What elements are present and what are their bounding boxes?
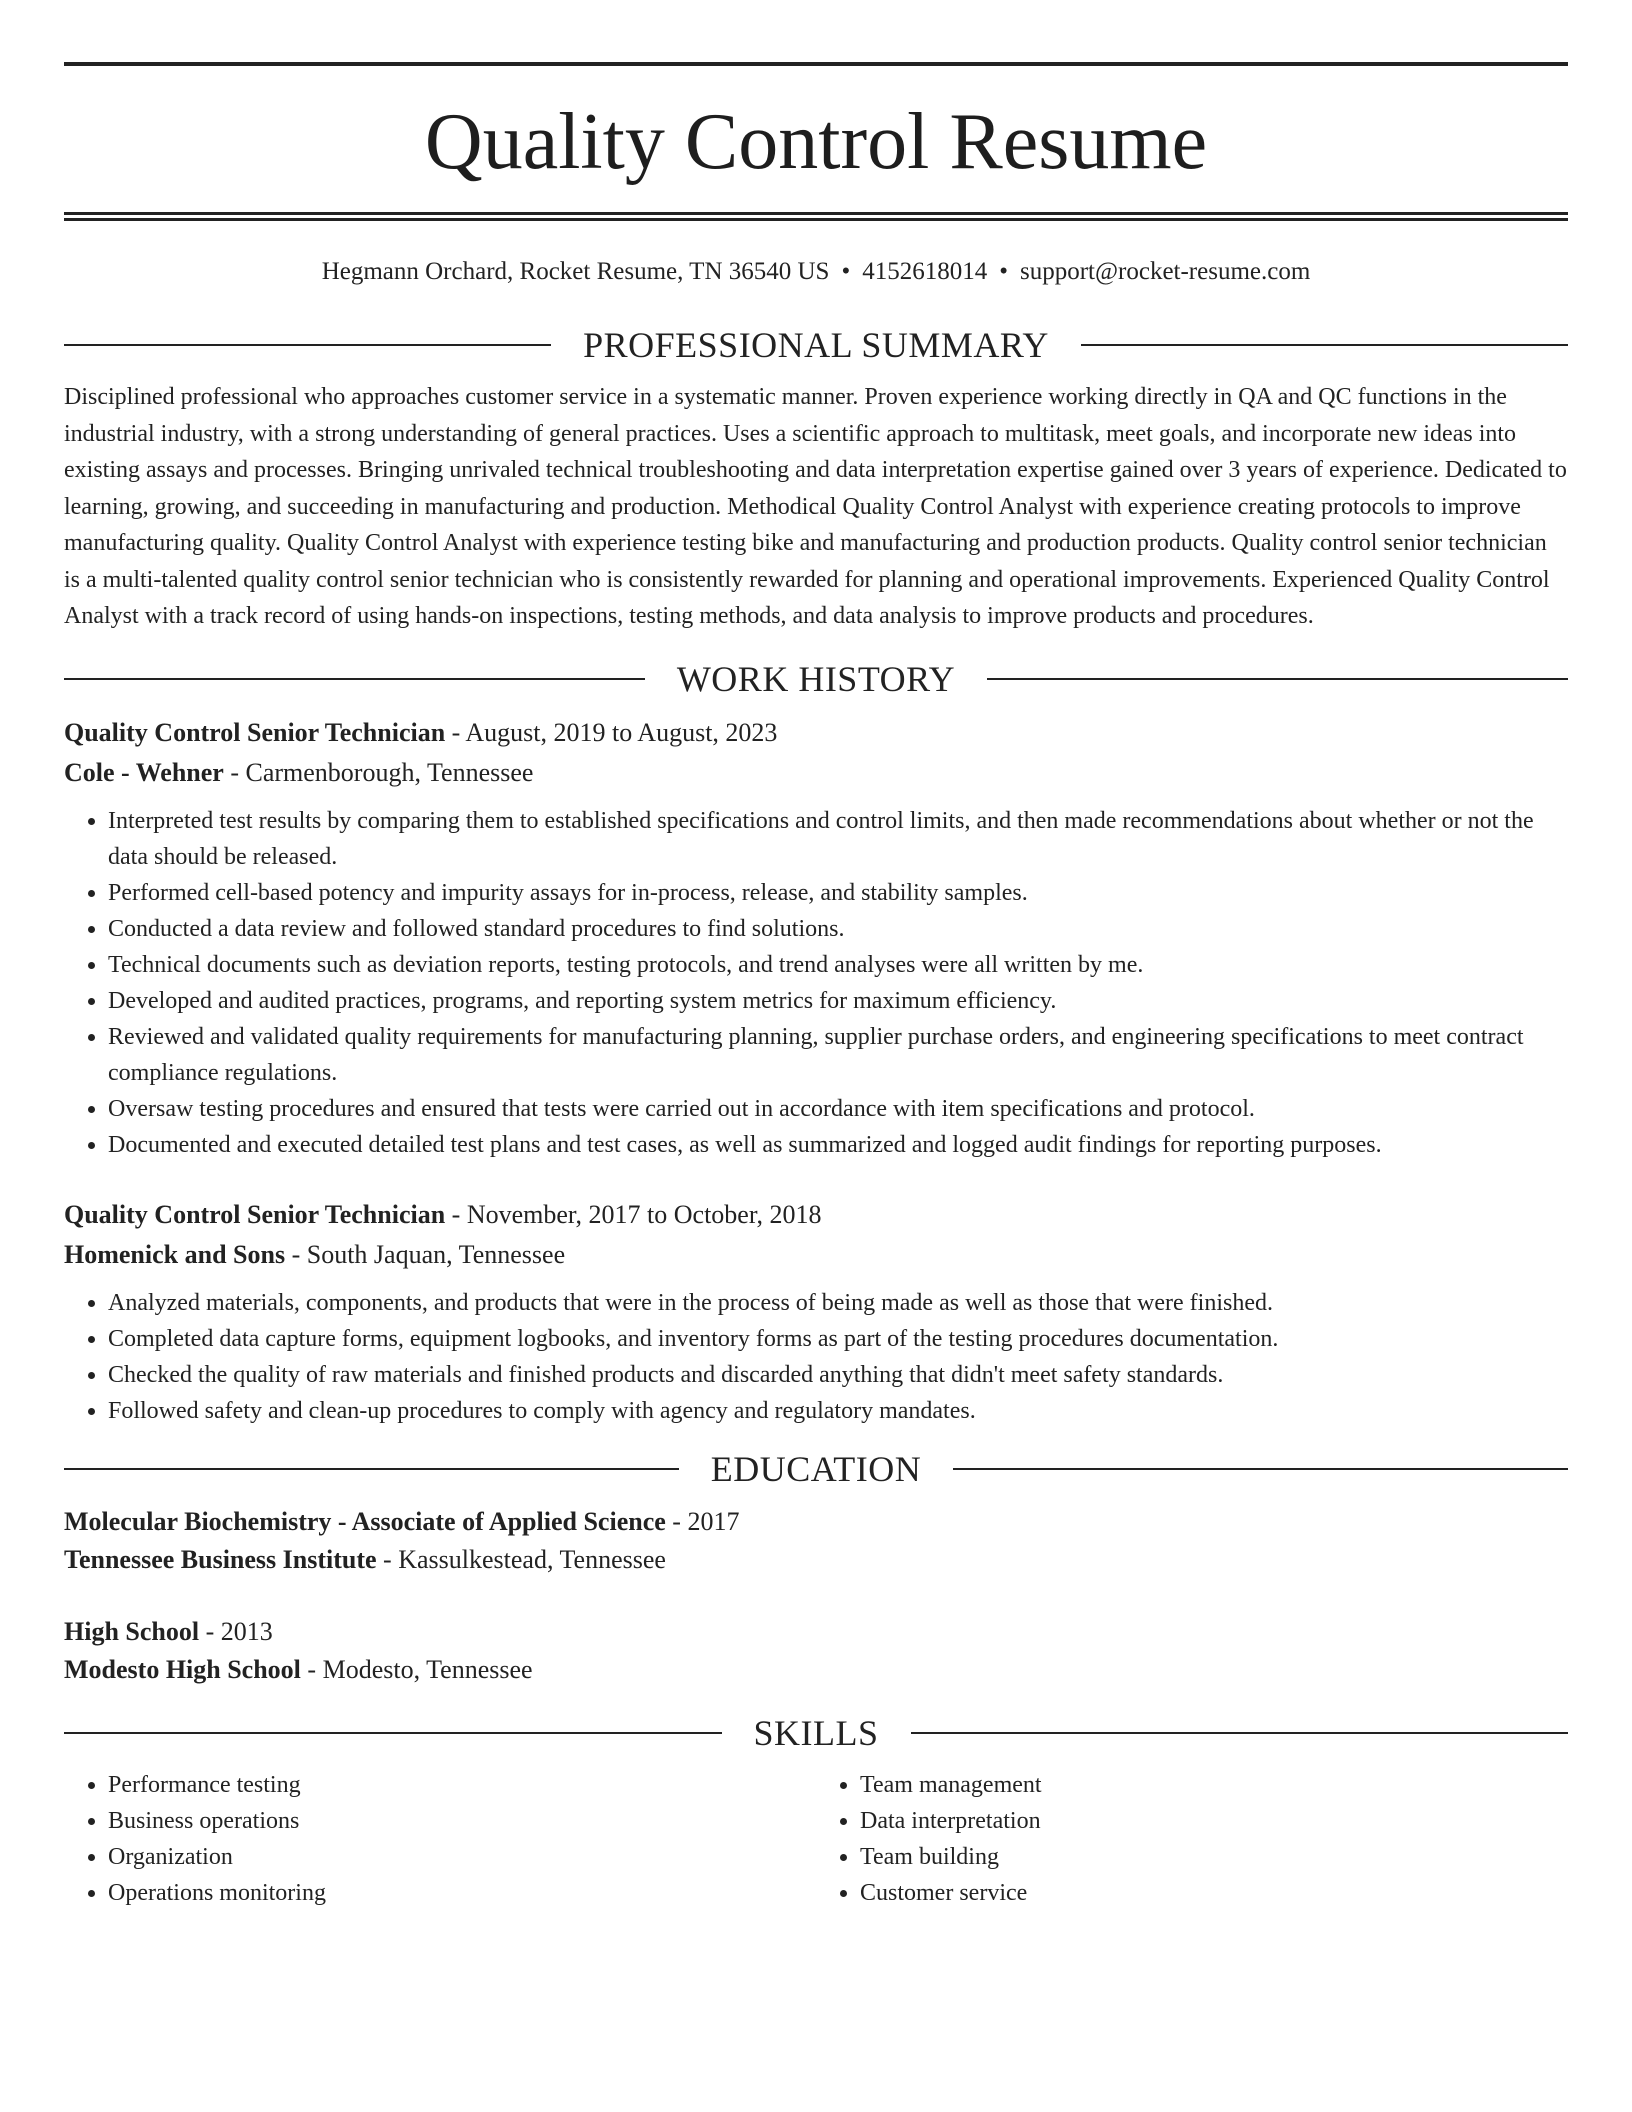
school-line — [64, 1541, 1568, 1579]
heading-rule — [64, 344, 551, 346]
skill-item: • Customer service — [860, 1875, 1568, 1911]
list-item: • Oversaw testing procedures and ensured that tests were carried out in accordance with item specifications and protocol. — [108, 1091, 1568, 1127]
heading-rule — [64, 678, 645, 680]
school-location: - Modesto, Tennessee — [300, 1654, 533, 1684]
heading-rule — [987, 678, 1568, 680]
school-line — [64, 1651, 1568, 1689]
list-item: • Reviewed and validated quality requirements for manufacturing planning, supplier purchase orders, and engineering specifications to meet contract compliance regulations. — [108, 1019, 1568, 1091]
degree-year: - 2017 — [665, 1506, 740, 1536]
job-dates: - November, 2017 to October, 2018 — [445, 1199, 822, 1229]
job-entry — [64, 713, 1568, 1163]
section-heading-education — [64, 1448, 1568, 1489]
page-title: Quality Control Resume — [424, 98, 1208, 186]
list-item: • Technical documents such as deviation reports, testing protocols, and trend analyses were all written by me. — [108, 947, 1568, 983]
job-company: Homenick and Sons — [64, 1239, 286, 1269]
job-bullet-list — [64, 1285, 1568, 1429]
skill-item: • Business operations — [108, 1803, 816, 1839]
section-title: EDUCATION — [710, 1448, 922, 1489]
job-entry — [64, 1195, 1568, 1429]
job-company-line — [64, 753, 1568, 793]
job-title: Quality Control Senior Technician — [64, 717, 446, 747]
degree-line — [64, 1503, 1568, 1541]
section-title: WORK HISTORY — [676, 658, 956, 699]
degree-name: High School — [64, 1616, 200, 1646]
contact-email: support@rocket-resume.com — [1020, 258, 1311, 285]
heading-rule — [953, 1468, 1568, 1470]
heading-rule — [64, 1732, 722, 1734]
skills-columns — [64, 1767, 1568, 1911]
skills-list-right — [816, 1767, 1568, 1911]
skills-list-left — [64, 1767, 816, 1911]
job-title-line — [64, 1195, 1568, 1235]
skill-item: • Data interpretation — [860, 1803, 1568, 1839]
section-title: SKILLS — [753, 1712, 879, 1753]
list-item: • Performed cell-based potency and impurity assays for in-process, release, and stability samples. — [108, 875, 1568, 911]
job-location: - South Jaquan, Tennessee — [285, 1239, 566, 1269]
contact-phone: 4152618014 — [862, 258, 988, 285]
list-item: • Conducted a data review and followed standard procedures to find solutions. — [108, 911, 1568, 947]
section-heading-work — [64, 658, 1568, 699]
title-top-rule — [64, 62, 1568, 66]
section-heading-summary — [64, 327, 1568, 363]
list-item: • Interpreted test results by comparing them to established specifications and control limits, and then made recommendations about whether or not the data should be released. — [108, 803, 1568, 875]
list-item: • Documented and executed detailed test plans and test cases, as well as summarized and logged audit findings for reporting purposes. — [108, 1127, 1568, 1163]
list-item: • Developed and audited practices, programs, and reporting system metrics for maximum efficiency. — [108, 983, 1568, 1019]
contact-separator: • — [841, 258, 851, 285]
degree-year: - 2013 — [199, 1616, 273, 1646]
list-item: • Followed safety and clean-up procedures to comply with agency and regulatory mandates. — [108, 1393, 1568, 1429]
skill-item: • Team management — [860, 1767, 1568, 1803]
contact-line — [64, 257, 1568, 287]
section-heading-skills — [64, 1712, 1568, 1753]
education-entry — [64, 1613, 1568, 1689]
degree-name: Molecular Biochemistry - Associate of Applied Science — [64, 1506, 666, 1536]
job-company: Cole - Wehner — [64, 757, 224, 787]
education-entry — [64, 1503, 1568, 1579]
job-company-line — [64, 1235, 1568, 1275]
job-location: - Carmenborough, Tennessee — [223, 757, 534, 787]
job-bullet-list — [64, 803, 1568, 1163]
section-title: PROFESSIONAL SUMMARY — [583, 325, 1049, 365]
job-title: Quality Control Senior Technician — [64, 1199, 446, 1229]
contact-address: Hegmann Orchard, Rocket Resume, TN 36540 US — [321, 258, 830, 285]
heading-rule — [911, 1732, 1569, 1734]
list-item: • Completed data capture forms, equipment logbooks, and inventory forms as part of the testing procedures documentation. — [108, 1321, 1568, 1357]
heading-rule — [64, 1468, 679, 1470]
degree-line — [64, 1613, 1568, 1651]
heading-rule — [1081, 344, 1568, 346]
skill-item: • Organization — [108, 1839, 816, 1875]
school-name: Tennessee Business Institute — [64, 1544, 377, 1574]
summary-paragraph: Disciplined professional who approaches customer service in a systematic manner. Proven experience working directly in QA and QC functions in the industrial industry, with a strong understanding of general practices. Uses a scientific approach to multitask, meet goals, and incorporate new ideas into existing assays and processes. Bringing unrivaled technical troubleshooting and data interpretation expertise gained over 3 years of experience. Dedicated to learning, growing, and succeeding in manufacturing and production. Methodical Quality Control Analyst with experience creating protocols to improve manufacturing quality. Quality Control Analyst with experience testing bike and manufacturing and production products. Quality control senior technician is a multi-talented quality control senior technician who is consistently rewarded for planning and operational improvements. Experienced Quality Control Analyst with a track record of using hands-on inspections, testing methods, and data analysis to improve products and procedures. — [64, 384, 1567, 629]
job-dates: - August, 2019 to August, 2023 — [445, 717, 778, 747]
contact-separator: • — [999, 258, 1008, 285]
school-location: - Kassulkestead, Tennessee — [376, 1544, 666, 1574]
list-item: • Checked the quality of raw materials and finished products and discarded anything that didn't meet safety standards. — [108, 1357, 1568, 1393]
skill-item: • Team building — [860, 1839, 1568, 1875]
skill-item: • Performance testing — [108, 1767, 816, 1803]
job-title-line — [64, 713, 1568, 753]
school-name: Modesto High School — [64, 1654, 301, 1684]
title-double-rule — [64, 212, 1568, 221]
list-item: • Analyzed materials, components, and products that were in the process of being made as well as those that were finished. — [108, 1285, 1568, 1321]
skill-item: • Operations monitoring — [108, 1875, 816, 1911]
